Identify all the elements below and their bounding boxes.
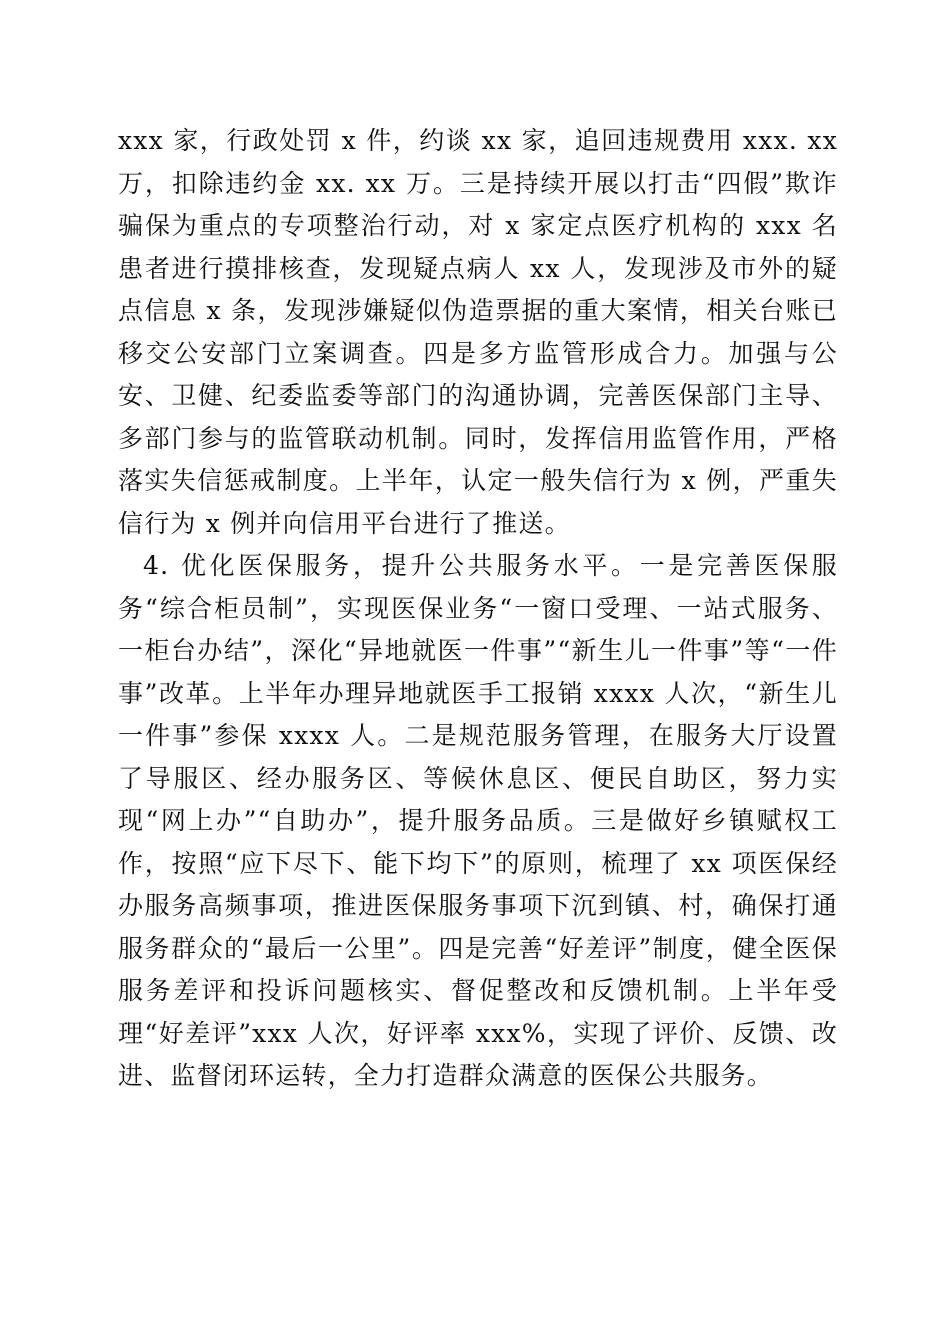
paragraph-section-4: 4. 优化医保服务，提升公共服务水平。一是完善医保服务“综合柜员制”，实现医保业务“一窗口受理、一站式服务、一柜台办结”，深化“异地就医一件事”“新生儿一件事”等“一件事”改革。上半年办理异地就医手工报销 xxxx 人次，“新生儿一件事”参保 xxxx 人。二是规范服务管理，在服务大厅设置了导服区、经办服务区、等候休息区、便民自助区，努力实现“网上办”“自助办”，提升服务品质。三是做好乡镇赋权工作，按照“应下尽下、能下均下”的原则，梳理了 xx 项医保经办服务高频事项，推进医保服务事项下沉到镇、村，确保打通服务群众的“最后一公里”。四是完善“好差评”制度，健全医保服务差评和投诉问题核实、督促整改和反馈机制。上半年受理“好差评”xxx 人次，好评率 xxx%，实现了评价、反馈、改进、监督闭环运转，全力打造群众满意的医保公共服务。 [118,551,838,1090]
document-body [118,120,838,1098]
paragraph-continuation: xxx 家，行政处罚 x 件，约谈 xx 家，追回违规费用 xxx. xx 万，扣除违约金 xx. xx 万。三是持续开展以打击“四假”欺诈骗保为重点的专项整治行动，对 x 家定点医疗机构的 xxx 名患者进行摸排核查，发现疑点病人 xx 人，发现涉及市外的疑点信息 x 条，发现涉嫌疑似伪造票据的重大案情，相关台账已移交公安部门立案调查。四是多方监管形成合力。加强与公安、卫健、纪委监委等部门的沟通协调，完善医保部门主导、多部门参与的监管联动机制。同时，发挥信用监管作用，严格落实失信惩戒制度。上半年，认定一般失信行为 x 例，严重失信行为 x 例并向信用平台进行了推送。 [118,126,838,538]
